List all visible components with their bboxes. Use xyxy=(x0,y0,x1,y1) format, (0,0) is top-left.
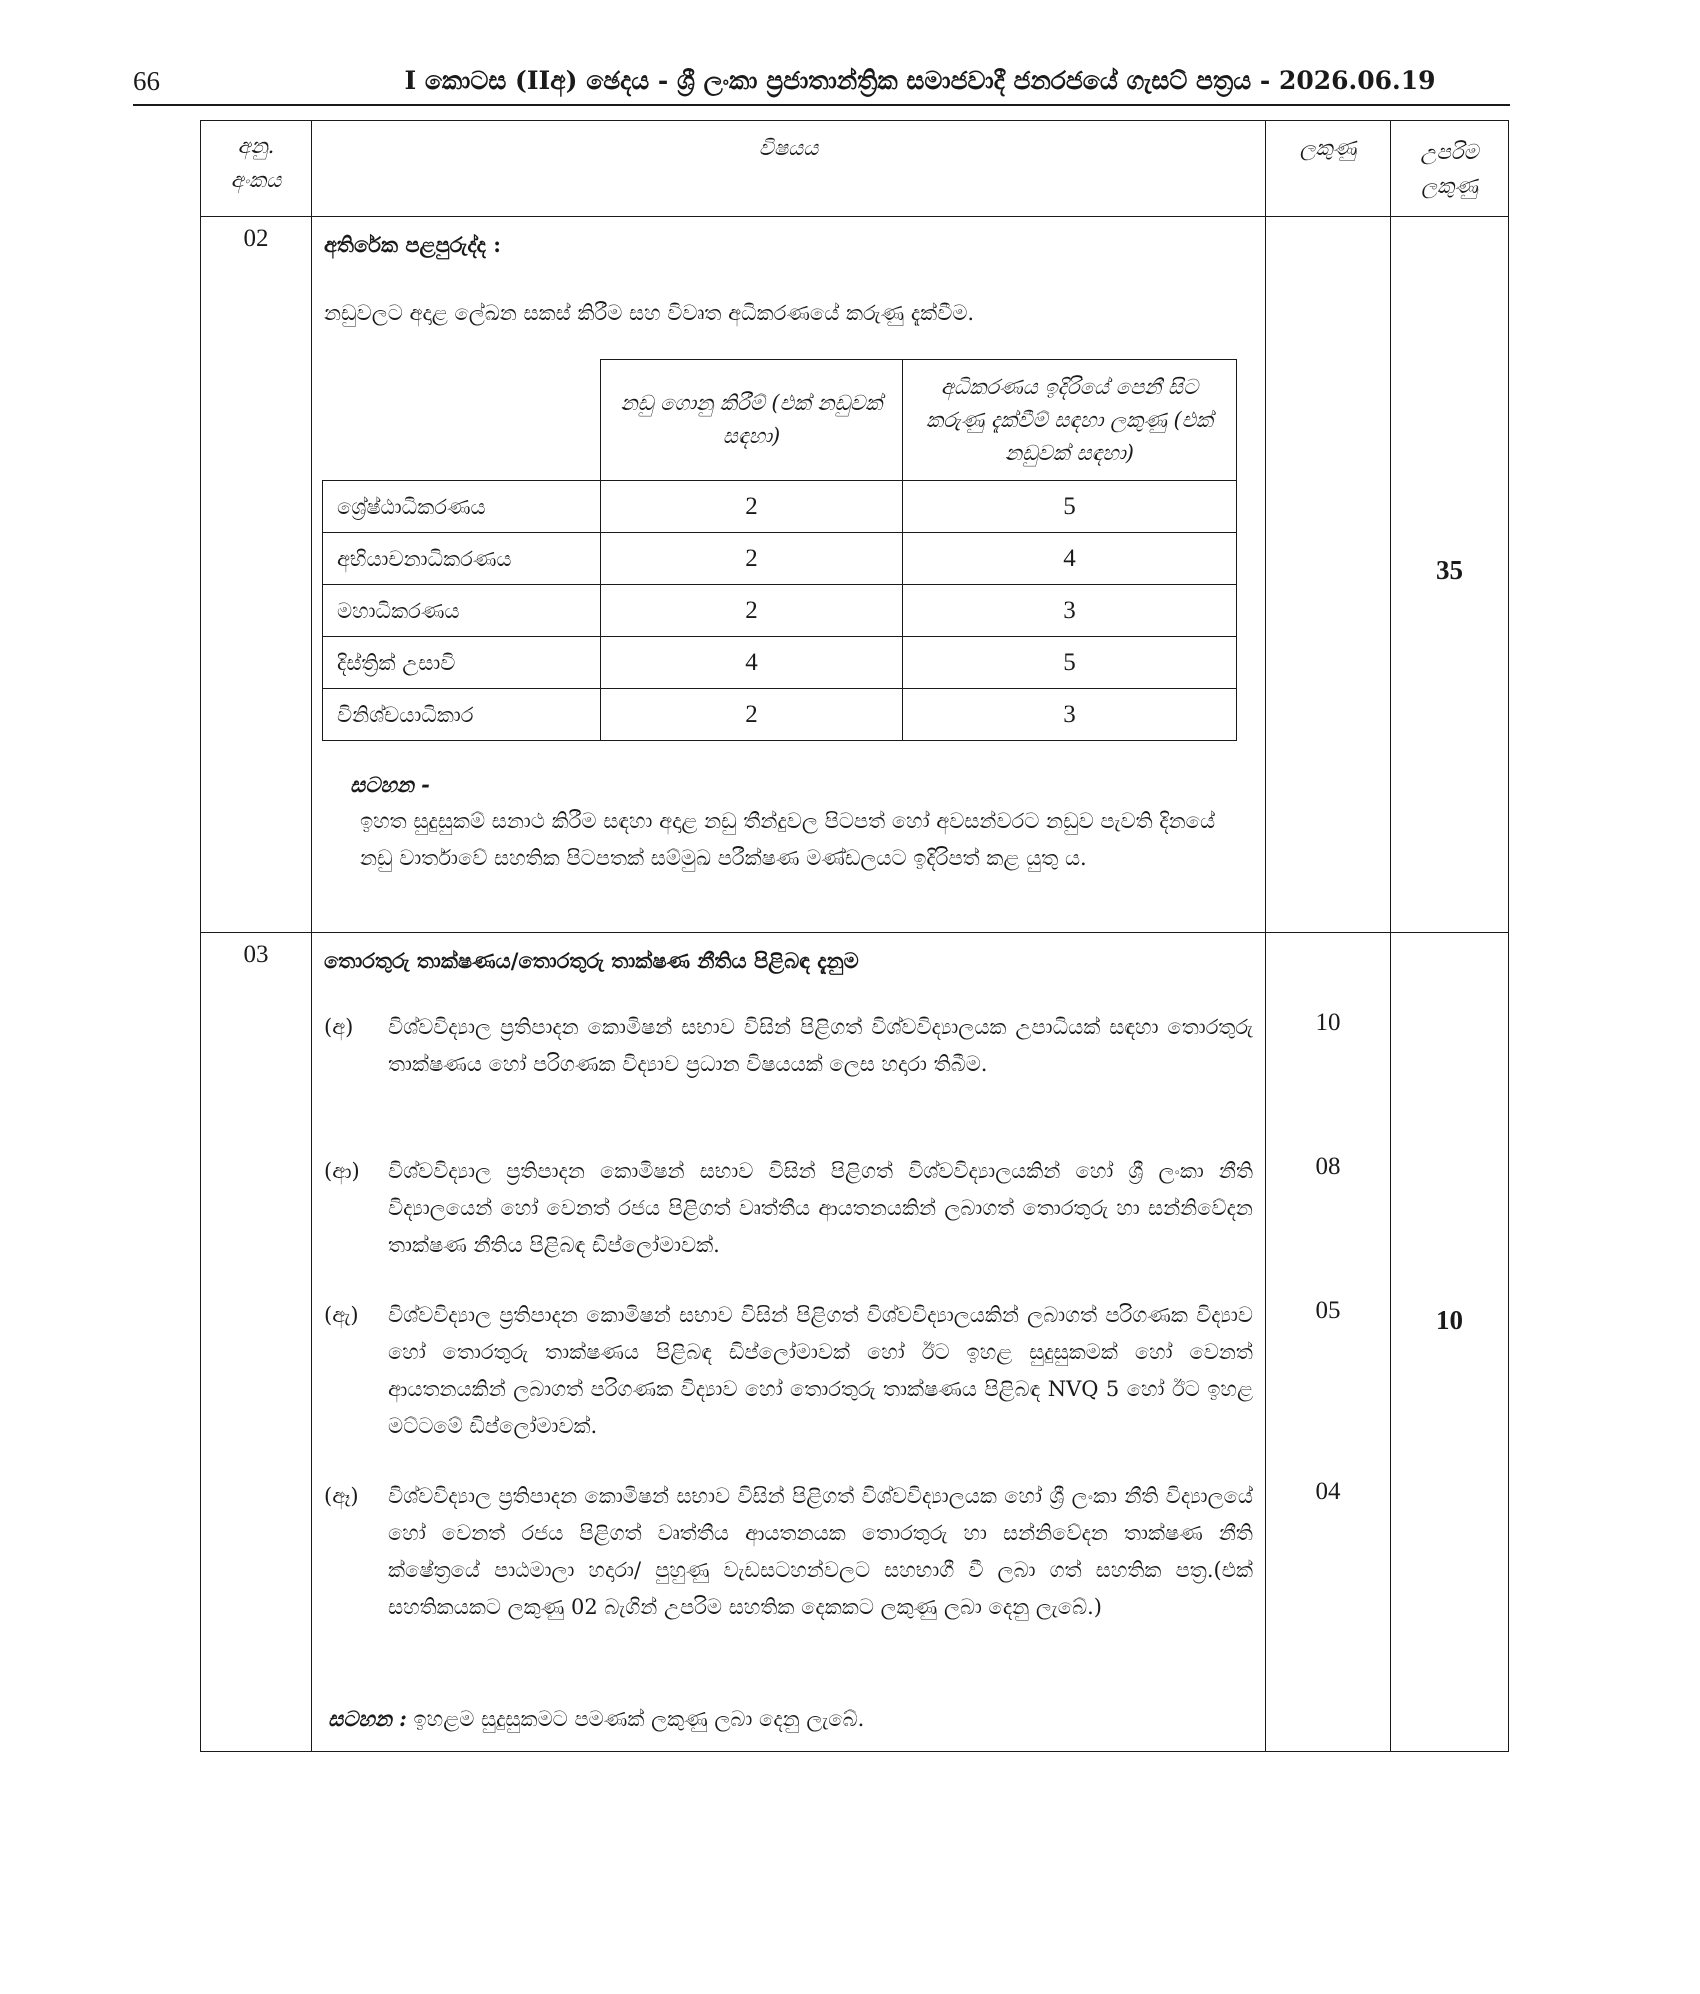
section-title: තොරතුරු තාක්ෂණය/තොරතුරු තාක්ෂණ නීතිය පිළිබඳ දැනුම xyxy=(324,948,859,973)
list-item xyxy=(324,1478,1253,1626)
appearance-marks: 4 xyxy=(903,533,1237,585)
court-row xyxy=(323,637,1237,689)
gazette-header-title: I කොටස (IIඅ) ඡෙදය - ශ්‍රී ලංකා ප්‍රජාතාන්ත්‍රික සමාජවාදී ජනරජයේ ගැසට් පත්‍රය - 2026.06.19 xyxy=(404,66,1436,95)
item-text: විශ්වවිද්‍යාල ප්‍රතිපාදන කොමිෂන් සභාව විසින් පිළිගත් විශ්වවිද්‍යාලයක උපාධියක් සඳහා තොරතුරු තාක්ෂණය හෝ පරිගණක විද්‍යාව ප්‍රධාන විෂයයක් ලෙස හදාරා තිබීම. xyxy=(388,1015,1253,1076)
header-case-filing: නඩු ගොනු කිරීම් (එක් නඩුවක් සඳහා) xyxy=(601,360,903,481)
marking-scheme-table xyxy=(200,120,1509,1752)
appearance-marks: 5 xyxy=(903,481,1237,533)
list-item xyxy=(324,1009,1253,1083)
court-name: දිස්ත්‍රික් උසාවි xyxy=(323,637,601,689)
header-subject: විෂයය xyxy=(312,121,1266,217)
item-text: විශ්වවිද්‍යාල ප්‍රතිපාදන කොමිෂන් සභාව විසින් පිළිගත් විශ්වවිද්‍යාලයකින් ලබාගත් පරිගණක විද්‍යාව හෝ තොරතුරු තාක්ෂණය පිළිබඳ ඩිප්ලෝමාවක් හෝ ඊට ඉහළ සුදුසුකමක් හෝ වෙනත් ආයතනයකින් ලබාගත් පරිගණක විද්‍යාව හෝ තොරතුරු තාක්ෂණය පිළිබඳ NVQ 5 හෝ ඊට ඉහළ මට්ටමේ ඩිප්ලෝමාවක්. xyxy=(388,1303,1253,1438)
table-header-row xyxy=(201,121,1509,217)
item-marks: 04 xyxy=(1315,1478,1341,1505)
serial-number: 02 xyxy=(201,217,312,933)
court-name: ශ්‍රේෂ්ඨාධිකරණය xyxy=(323,481,601,533)
item-marks: 08 xyxy=(1315,1153,1341,1180)
page-number: 66 xyxy=(133,66,160,96)
note-body: ඉහළම සුදුසුකමට පමණක් ලකුණු ලබා දෙනු ලැබේ. xyxy=(413,1707,865,1731)
max-marks: 10 xyxy=(1391,933,1509,1752)
appearance-marks: 5 xyxy=(903,637,1237,689)
item-label: (අ) xyxy=(324,1015,354,1039)
court-name: විනිශ්චයාධිකාර xyxy=(323,689,601,741)
note-title: සටහන - xyxy=(350,772,430,797)
item-text: විශ්වවිද්‍යාල ප්‍රතිපාදන කොමිෂන් සභාව විසින් පිළිගත් විශ්වවිද්‍යාලයක හෝ ශ්‍රී ලංකා නීති විද්‍යාලයේ හෝ වෙනත් රජය පිළිගත් වෘත්තීය ආයතනයක තොරතුරු හා සන්නිවේදන තාක්ෂණ නීති ක්ෂේත්‍රයේ පාඨමාලා හදාරා/ පුහුණු වැඩසටහන්වලට සහභාගී වී ලබා ගත් සහතික පත්‍ර.(එක් සහතිකයකට ලකුණු 02 බැගින් උපරිම සහතික දෙකකට ලකුණු ලබා දෙනු ලැබේ.) xyxy=(388,1484,1253,1619)
item-label: (ආ) xyxy=(324,1159,360,1183)
filing-marks: 2 xyxy=(601,533,903,585)
court-row xyxy=(323,585,1237,637)
blank-corner-cell xyxy=(323,360,601,481)
court-name: මහාධිකරණය xyxy=(323,585,601,637)
court-name: අභියාචනාධිකරණය xyxy=(323,533,601,585)
header-max-marks: උපරිම ලකුණු xyxy=(1391,121,1509,217)
note-title: සටහන : xyxy=(328,1706,407,1731)
item-marks: 05 xyxy=(1315,1297,1341,1324)
item-marks: 10 xyxy=(1315,1009,1341,1036)
marks-cell xyxy=(1266,217,1391,933)
header-marks: ලකුණු xyxy=(1266,121,1391,217)
section-title: අතිරේක පළපුරුද්ද : xyxy=(324,232,502,257)
marks-cell xyxy=(1266,933,1391,1752)
header-court-appearance: අධිකරණය ඉදිරියේ පෙනී සිට කරුණු දැක්වීම් සඳහා ලකුණු (එක් නඩුවක් සඳහා) xyxy=(903,360,1237,481)
court-row xyxy=(323,481,1237,533)
table-row xyxy=(201,217,1509,933)
note xyxy=(328,1701,1253,1737)
header-serial: අනු. අංකය xyxy=(201,121,312,217)
note-body: ඉහත සුදුසුකම් සනාථ කිරීම සඳහා අදාළ නඩු තීන්දුවල පිටපත් හෝ අවසන්වරට නඩුව පැවති දිනයේ නඩු වාර්තාවේ සහතික පිටපතක් සම්මුඛ පරීක්ෂණ මණ්ඩලයට ඉදිරිපත් කළ යුතු ය. xyxy=(360,809,1216,870)
serial-number: 03 xyxy=(201,933,312,1752)
list-item xyxy=(324,1297,1253,1445)
subject-cell xyxy=(312,933,1266,1752)
court-row xyxy=(323,689,1237,741)
appearance-marks: 3 xyxy=(903,585,1237,637)
appearance-marks: 3 xyxy=(903,689,1237,741)
list-item xyxy=(324,1153,1253,1264)
table-row xyxy=(201,933,1509,1752)
filing-marks: 2 xyxy=(601,481,903,533)
item-text: විශ්වවිද්‍යාල ප්‍රතිපාදන කොමිෂන් සභාව විසින් පිළිගත් විශ්වවිද්‍යාලයකින් හෝ ශ්‍රී ලංකා නීති විද්‍යාලයෙන් හෝ වෙනත් රජය පිළිගත් වෘත්තීය ආයතනයකින් ලබාගත් තොරතුරු හා සන්නිවේදන තාක්ෂණ නීතිය පිළිබඳ ඩිප්ලෝමාවක්. xyxy=(388,1159,1253,1257)
subject-cell xyxy=(312,217,1266,933)
section-description: නඩුවලට අදාළ ලේඛන සකස් කිරීම සහ විවෘත අධිකරණයේ කරුණු දැක්වීම. xyxy=(324,301,975,325)
filing-marks: 2 xyxy=(601,689,903,741)
court-marks-table xyxy=(322,359,1237,741)
filing-marks: 2 xyxy=(601,585,903,637)
item-label: (ඇ) xyxy=(324,1303,359,1327)
max-marks: 35 xyxy=(1391,217,1509,933)
filing-marks: 4 xyxy=(601,637,903,689)
item-label: (ඈ) xyxy=(324,1484,359,1508)
court-row xyxy=(323,533,1237,585)
header-rule xyxy=(133,104,1510,106)
court-table-header-row xyxy=(323,360,1237,481)
